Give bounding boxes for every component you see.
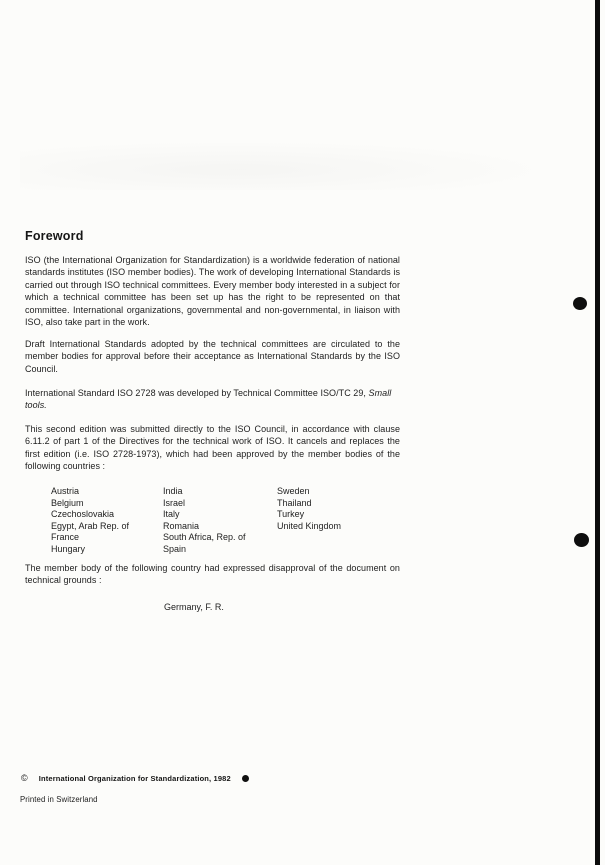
country-item: Thailand [277, 497, 312, 508]
country-item: Austria [51, 486, 80, 496]
country-item: Czechoslovakia [51, 509, 115, 519]
country-item: Israel [163, 497, 186, 508]
iso2728-sentence: International Standard ISO 2728 was developed by Technical Committee ISO/TC 29, [25, 388, 366, 398]
country-item: France [51, 532, 80, 542]
paragraph-iso2728 [25, 387, 400, 412]
copyright-text: International Organization for Standardization, 1982 [38, 774, 231, 783]
country-item: United Kingdom [277, 520, 342, 531]
disapproving-country: Germany, F. R. [164, 602, 224, 612]
print-registration-dot-top [573, 297, 587, 310]
country-item: Belgium [51, 497, 84, 508]
bullet-dot-icon [242, 775, 249, 782]
paragraph-iso-intro: ISO (the International Organization for Standardization) is a worldwide federation of national standards institutes (ISO member bodies). The work of developing International Standards is carried out through ISO technical committees. Every member body interested in a subject for which a technical committee has been set up has the right to be represented on that committee. International organizations, governmental and non-governmental, in liaison with ISO, also take part in the work. [25, 255, 400, 328]
committee-title: Small tools. [25, 388, 392, 411]
country-column-2 [163, 486, 246, 555]
country-item: Romania [163, 520, 200, 531]
printed-in-notice: Printed in Switzerland [20, 795, 98, 804]
country-item: Hungary [51, 543, 86, 554]
copyright-icon: © [21, 773, 28, 783]
page-title: Foreword [25, 229, 84, 243]
scan-artifact-haze [20, 140, 560, 190]
country-column-3 [277, 486, 341, 532]
country-item: Turkey [277, 509, 305, 519]
print-registration-dot-bottom [574, 533, 589, 547]
paragraph-draft-standards: Draft International Standards adopted by the technical committees are circulated to the member bodies for approval before their acceptance as International Standards by the ISO Council. [25, 339, 400, 374]
country-item: Spain [163, 543, 187, 554]
country-column-1 [51, 486, 129, 555]
country-item: India [163, 486, 183, 496]
country-item: Italy [163, 509, 180, 519]
country-item: South Africa, Rep. of [163, 532, 246, 542]
country-item: Sweden [277, 486, 310, 496]
copyright-line [21, 774, 249, 783]
country-item: Egypt, Arab Rep. of [51, 520, 130, 531]
scan-binding-edge [595, 0, 600, 865]
paragraph-disapproval: The member body of the following country had expressed disapproval of the document on technical grounds : [25, 563, 400, 586]
paragraph-second-edition: This second edition was submitted directly to the ISO Council, in accordance with clause 6.11.2 of part 1 of the Directives for the technical work of ISO. It cancels and replaces the first edition (i.e. ISO 2728-1973), which had been approved by the member bodies of the following countries : [25, 424, 400, 472]
